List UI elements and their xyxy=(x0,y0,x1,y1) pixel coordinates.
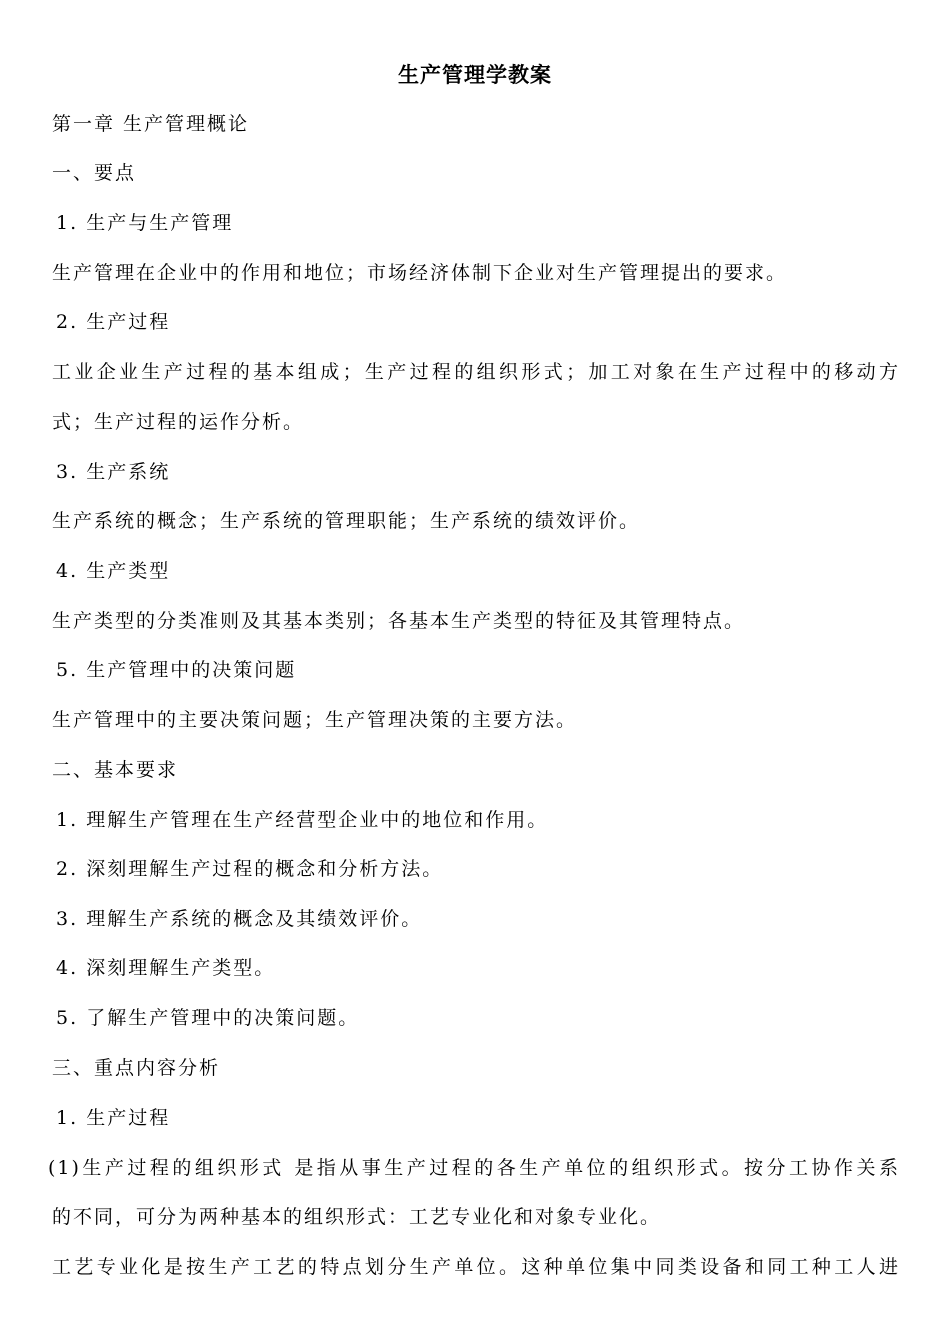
section-heading-analysis: 三、重点内容分析 xyxy=(52,1057,221,1079)
item-text: 深刻理解生产过程的概念和分析方法。 xyxy=(86,858,444,880)
key-point-1-description: 生产管理在企业中的作用和地位；市场经济体制下企业对生产管理提出的要求。 xyxy=(52,262,788,284)
item-number: 4. xyxy=(56,957,79,979)
document-title: 生产管理学教案 xyxy=(398,62,552,87)
requirement-1 xyxy=(56,804,548,836)
requirement-5 xyxy=(56,1002,359,1034)
item-label: 生产系统 xyxy=(86,461,171,483)
key-point-4-heading xyxy=(56,555,170,587)
analysis-1-heading xyxy=(56,1102,170,1134)
item-number: 5. xyxy=(56,659,79,681)
item-label: 生产过程 xyxy=(86,1107,171,1129)
item-text: 深刻理解生产类型。 xyxy=(86,957,276,979)
key-point-2-description-line-2: 式；生产过程的运作分析。 xyxy=(52,411,305,433)
analysis-paragraph-2-line-1: 工艺专业化是按生产工艺的特点划分生产单位。这种单位集中同类设备和同工种工人进 xyxy=(52,1256,900,1278)
key-point-2-description-line-1: 工业企业生产过程的基本组成；生产过程的组织形式；加工对象在生产过程中的移动方 xyxy=(52,361,900,383)
analysis-paragraph-1-line-1: (1)生产过程的组织形式 是指从事生产过程的各生产单位的组织形式。按分工协作关系 xyxy=(48,1157,900,1179)
section-heading-key-points: 一、要点 xyxy=(52,162,137,184)
item-label: 生产管理中的决策问题 xyxy=(86,659,297,681)
key-point-1-heading xyxy=(56,207,233,239)
key-point-3-heading xyxy=(56,456,170,488)
item-number: 1. xyxy=(56,809,79,831)
item-number: 1. xyxy=(56,1107,79,1129)
item-label: 生产类型 xyxy=(86,560,171,582)
key-point-2-heading xyxy=(56,306,170,338)
requirement-2 xyxy=(56,853,443,885)
section-heading-requirements: 二、基本要求 xyxy=(52,759,179,781)
item-label: 生产与生产管理 xyxy=(86,212,234,234)
item-text: 了解生产管理中的决策问题。 xyxy=(86,1007,360,1029)
key-point-5-description: 生产管理中的主要决策问题；生产管理决策的主要方法。 xyxy=(52,709,578,731)
item-number: 3. xyxy=(56,461,79,483)
chapter-heading: 第一章 生产管理概论 xyxy=(52,113,250,135)
item-text: 理解生产管理在生产经营型企业中的地位和作用。 xyxy=(86,809,549,831)
item-text: 理解生产系统的概念及其绩效评价。 xyxy=(86,908,423,930)
item-number: 2. xyxy=(56,311,79,333)
item-number: 5. xyxy=(56,1007,79,1029)
item-label: 生产过程 xyxy=(86,311,171,333)
key-point-4-description: 生产类型的分类准则及其基本类别；各基本生产类型的特征及其管理特点。 xyxy=(52,610,746,632)
item-number: 2. xyxy=(56,858,79,880)
item-number: 4. xyxy=(56,560,79,582)
analysis-paragraph-1-line-2: 的不同，可分为两种基本的组织形式：工艺专业化和对象专业化。 xyxy=(52,1206,662,1228)
key-point-3-description: 生产系统的概念；生产系统的管理职能；生产系统的绩效评价。 xyxy=(52,510,641,532)
item-number: 3. xyxy=(56,908,79,930)
requirement-3 xyxy=(56,903,422,935)
item-number: 1. xyxy=(56,212,79,234)
key-point-5-heading xyxy=(56,654,296,686)
requirement-4 xyxy=(56,952,275,984)
